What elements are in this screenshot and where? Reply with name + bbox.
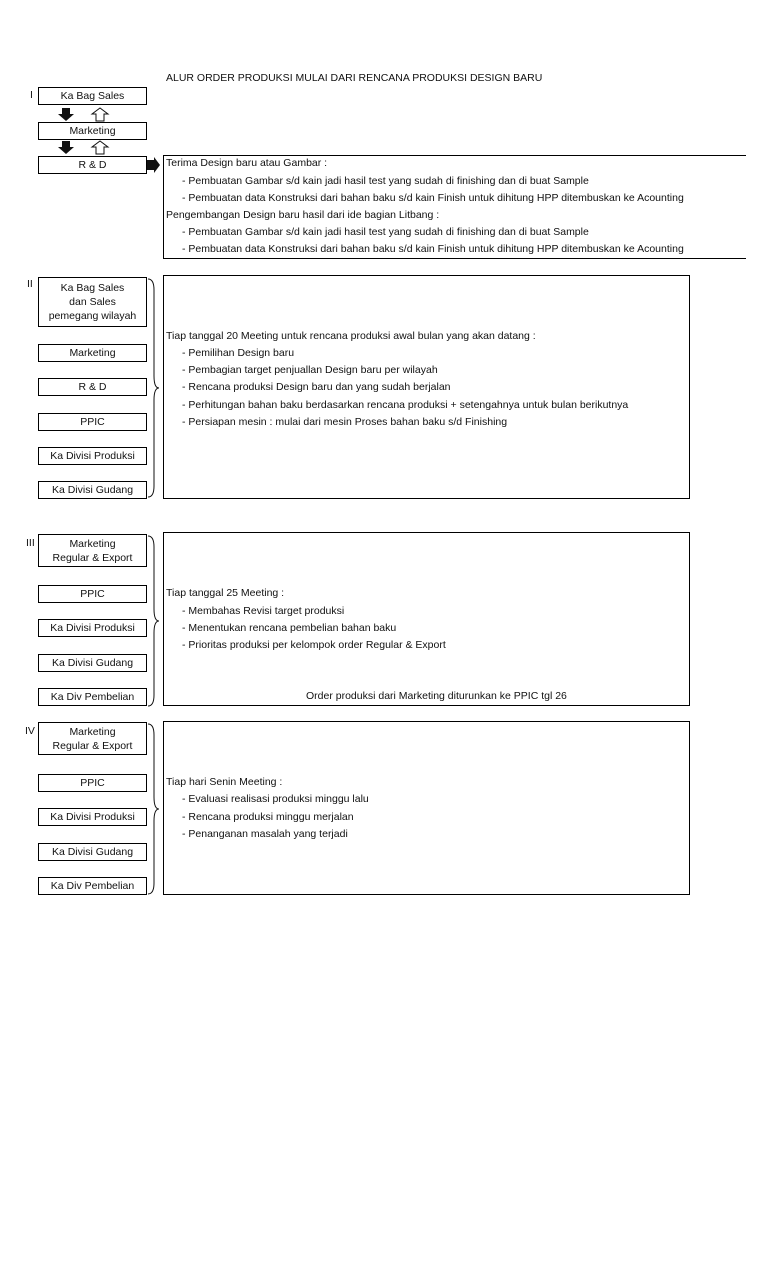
panel-item: - Rencana produksi Design baru dan yang sudah berjalan [182, 381, 451, 393]
panel-heading: Tiap tanggal 25 Meeting : [166, 587, 285, 599]
section-panel [163, 721, 690, 895]
panel-item: - Perhitungan bahan baku berdasarkan rencana produksi + setengahnya untuk bulan berikutnya [182, 399, 629, 411]
panel-heading: Tiap hari Senin Meeting : [166, 776, 283, 788]
section-numeral: III [26, 537, 35, 549]
unit-box: Ka Div Pembelian [38, 877, 147, 895]
unit-box: Ka Divisi Produksi [38, 808, 147, 826]
panel-item: - Prioritas produksi per kelompok order Regular & Export [182, 639, 446, 651]
unit-box: PPIC [38, 774, 147, 792]
panel-item: - Penanganan masalah yang terjadi [182, 828, 348, 840]
panel-heading: Terima Design baru atau Gambar : [166, 157, 328, 169]
unit-box: Ka Divisi Produksi [38, 619, 147, 637]
unit-box: PPIC [38, 413, 147, 431]
page-title: ALUR ORDER PRODUKSI MULAI DARI RENCANA PRODUKSI DESIGN BARU [166, 72, 543, 84]
unit-box: Marketing [38, 344, 147, 362]
right-arrow-icon [147, 157, 161, 173]
unit-box: R & D [38, 156, 147, 174]
panel-footer-note: Order produksi dari Marketing diturunkan ke PPIC tgl 26 [306, 690, 567, 702]
panel-item: - Rencana produksi minggu merjalan [182, 811, 354, 823]
panel-item: - Membahas Revisi target produksi [182, 605, 345, 617]
unit-box: PPIC [38, 585, 147, 603]
panel-item: - Evaluasi realisasi produksi minggu lalu [182, 793, 369, 805]
panel-item: - Pembagian target penjuallan Design baru per wilayah [182, 364, 438, 376]
brace-icon [146, 535, 160, 707]
brace-icon [146, 278, 160, 498]
panel-item: - Pembuatan data Konstruksi dari bahan baku s/d kain Finish untuk dihitung HPP ditembuskan ke Acounting [182, 243, 684, 255]
unit-box: Marketing [38, 122, 147, 140]
unit-box: Marketing Regular & Export [38, 534, 147, 567]
panel-heading: Pengembangan Design baru hasil dari ide bagian Litbang : [166, 209, 440, 221]
unit-box: Ka Bag Sales dan Sales pemegang wilayah [38, 277, 147, 327]
unit-box: Marketing Regular & Export [38, 722, 147, 755]
unit-box: Ka Bag Sales [38, 87, 147, 105]
section-numeral: I [30, 89, 33, 101]
unit-box: Ka Divisi Gudang [38, 481, 147, 499]
unit-box: Ka Divisi Produksi [38, 447, 147, 465]
flow-arrows-icon [56, 141, 116, 155]
section-numeral: IV [25, 725, 35, 737]
flow-arrows-icon [56, 108, 116, 122]
panel-item: - Pemilihan Design baru [182, 347, 295, 359]
unit-box: R & D [38, 378, 147, 396]
panel-item: - Persiapan mesin : mulai dari mesin Proses bahan baku s/d Finishing [182, 416, 508, 428]
section-numeral: II [27, 278, 33, 290]
unit-box: Ka Divisi Gudang [38, 654, 147, 672]
unit-box: Ka Divisi Gudang [38, 843, 147, 861]
panel-heading: Tiap tanggal 20 Meeting untuk rencana produksi awal bulan yang akan datang : [166, 330, 536, 342]
panel-item: - Pembuatan Gambar s/d kain jadi hasil test yang sudah di finishing dan di buat Sample [182, 226, 589, 238]
unit-box: Ka Div Pembelian [38, 688, 147, 706]
panel-item: - Pembuatan data Konstruksi dari bahan baku s/d kain Finish untuk dihitung HPP ditembuskan ke Acounting [182, 192, 684, 204]
panel-item: - Pembuatan Gambar s/d kain jadi hasil test yang sudah di finishing dan di buat Sample [182, 175, 589, 187]
brace-icon [146, 723, 160, 895]
panel-item: - Menentukan rencana pembelian bahan baku [182, 622, 397, 634]
